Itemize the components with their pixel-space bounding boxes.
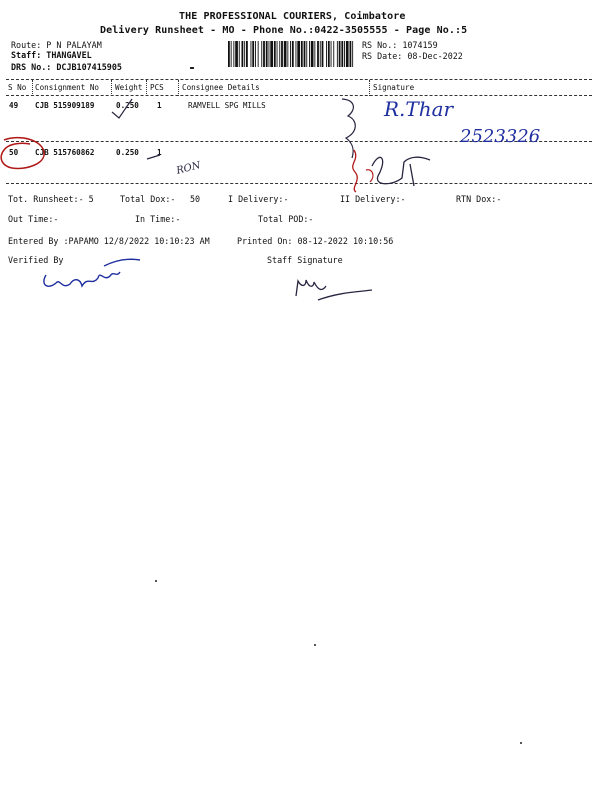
row-consignment-no: CJB 515909189 [35,101,95,110]
tick-mark [112,99,132,118]
handwritten-signature: R.Thar [384,97,454,121]
total-dox-value: 50 [190,194,201,204]
total-runsheet: Tot. Runsheet:- 5 [8,194,94,204]
staff-signature-label: Staff Signature [267,255,343,265]
rs-date: RS Date: 08-Dec-2022 [362,51,463,61]
verified-by-signature [44,259,140,286]
column-header-consignment: Consignment No [35,83,100,92]
route-label: Route: P N PALAYAM [11,40,102,50]
rtn-dox: RTN Dox:- [456,194,502,204]
signature-scribble [366,170,373,182]
brace-mark [342,99,355,158]
column-header-sno: S No [8,83,27,92]
paper-speck [314,644,316,646]
drs-number: DRS No.: DCJB107415905 [11,62,122,72]
staff-signature-scribble [296,280,372,300]
i-delivery: I Delivery:- [228,194,289,204]
handwritten-number: 2523326 [460,126,541,147]
column-header-pcs: PCS [150,83,164,92]
column-header-weight: Weight [115,83,143,92]
signature-scribble [372,157,430,186]
rs-number: RS No.: 1074159 [362,40,438,50]
row-consignee: RAMVELL SPG MILLS [188,101,266,110]
handwritten-mark: RON [175,160,202,177]
row-weight: 0.250 [116,148,139,157]
verified-by-label: Verified By [8,255,64,265]
column-header-consignee: Consignee Details [182,83,260,92]
row-pcs: 1 [157,101,162,110]
total-pod: Total POD:- [258,214,314,224]
entered-by: Entered By :PAPAMO 12/8/2022 10:10:23 AM [8,236,210,246]
column-header-signature: Signature [373,83,415,92]
paper-speck [520,742,522,744]
company-title: THE PROFESSIONAL COURIERS, Coimbatore [179,11,406,22]
row-consignment-no: CJB 515760862 [35,148,95,157]
in-time: In Time:- [135,214,181,224]
runsheet-subtitle: Delivery Runsheet - MO - Phone No.:0422-3505555 - Page No.:5 [100,25,468,36]
out-time: Out Time:- [8,214,59,224]
total-dox-label: Total Dox:- [120,194,176,204]
dash-mark [147,155,160,159]
printed-on: Printed On: 08-12-2022 10:10:56 [237,236,394,246]
paper-speck [155,580,157,582]
staff-label: Staff: THANGAVEL [11,50,92,60]
row-weight: 0.250 [116,101,139,110]
brace-mark [353,150,358,192]
row-sno: 49 [9,101,19,110]
ii-delivery: II Delivery:- [340,194,406,204]
row-pcs: 1 [157,148,162,157]
ink-handwriting-text [174,97,540,177]
row-sno: 50 [9,148,19,157]
red-circle-mark [1,138,44,169]
